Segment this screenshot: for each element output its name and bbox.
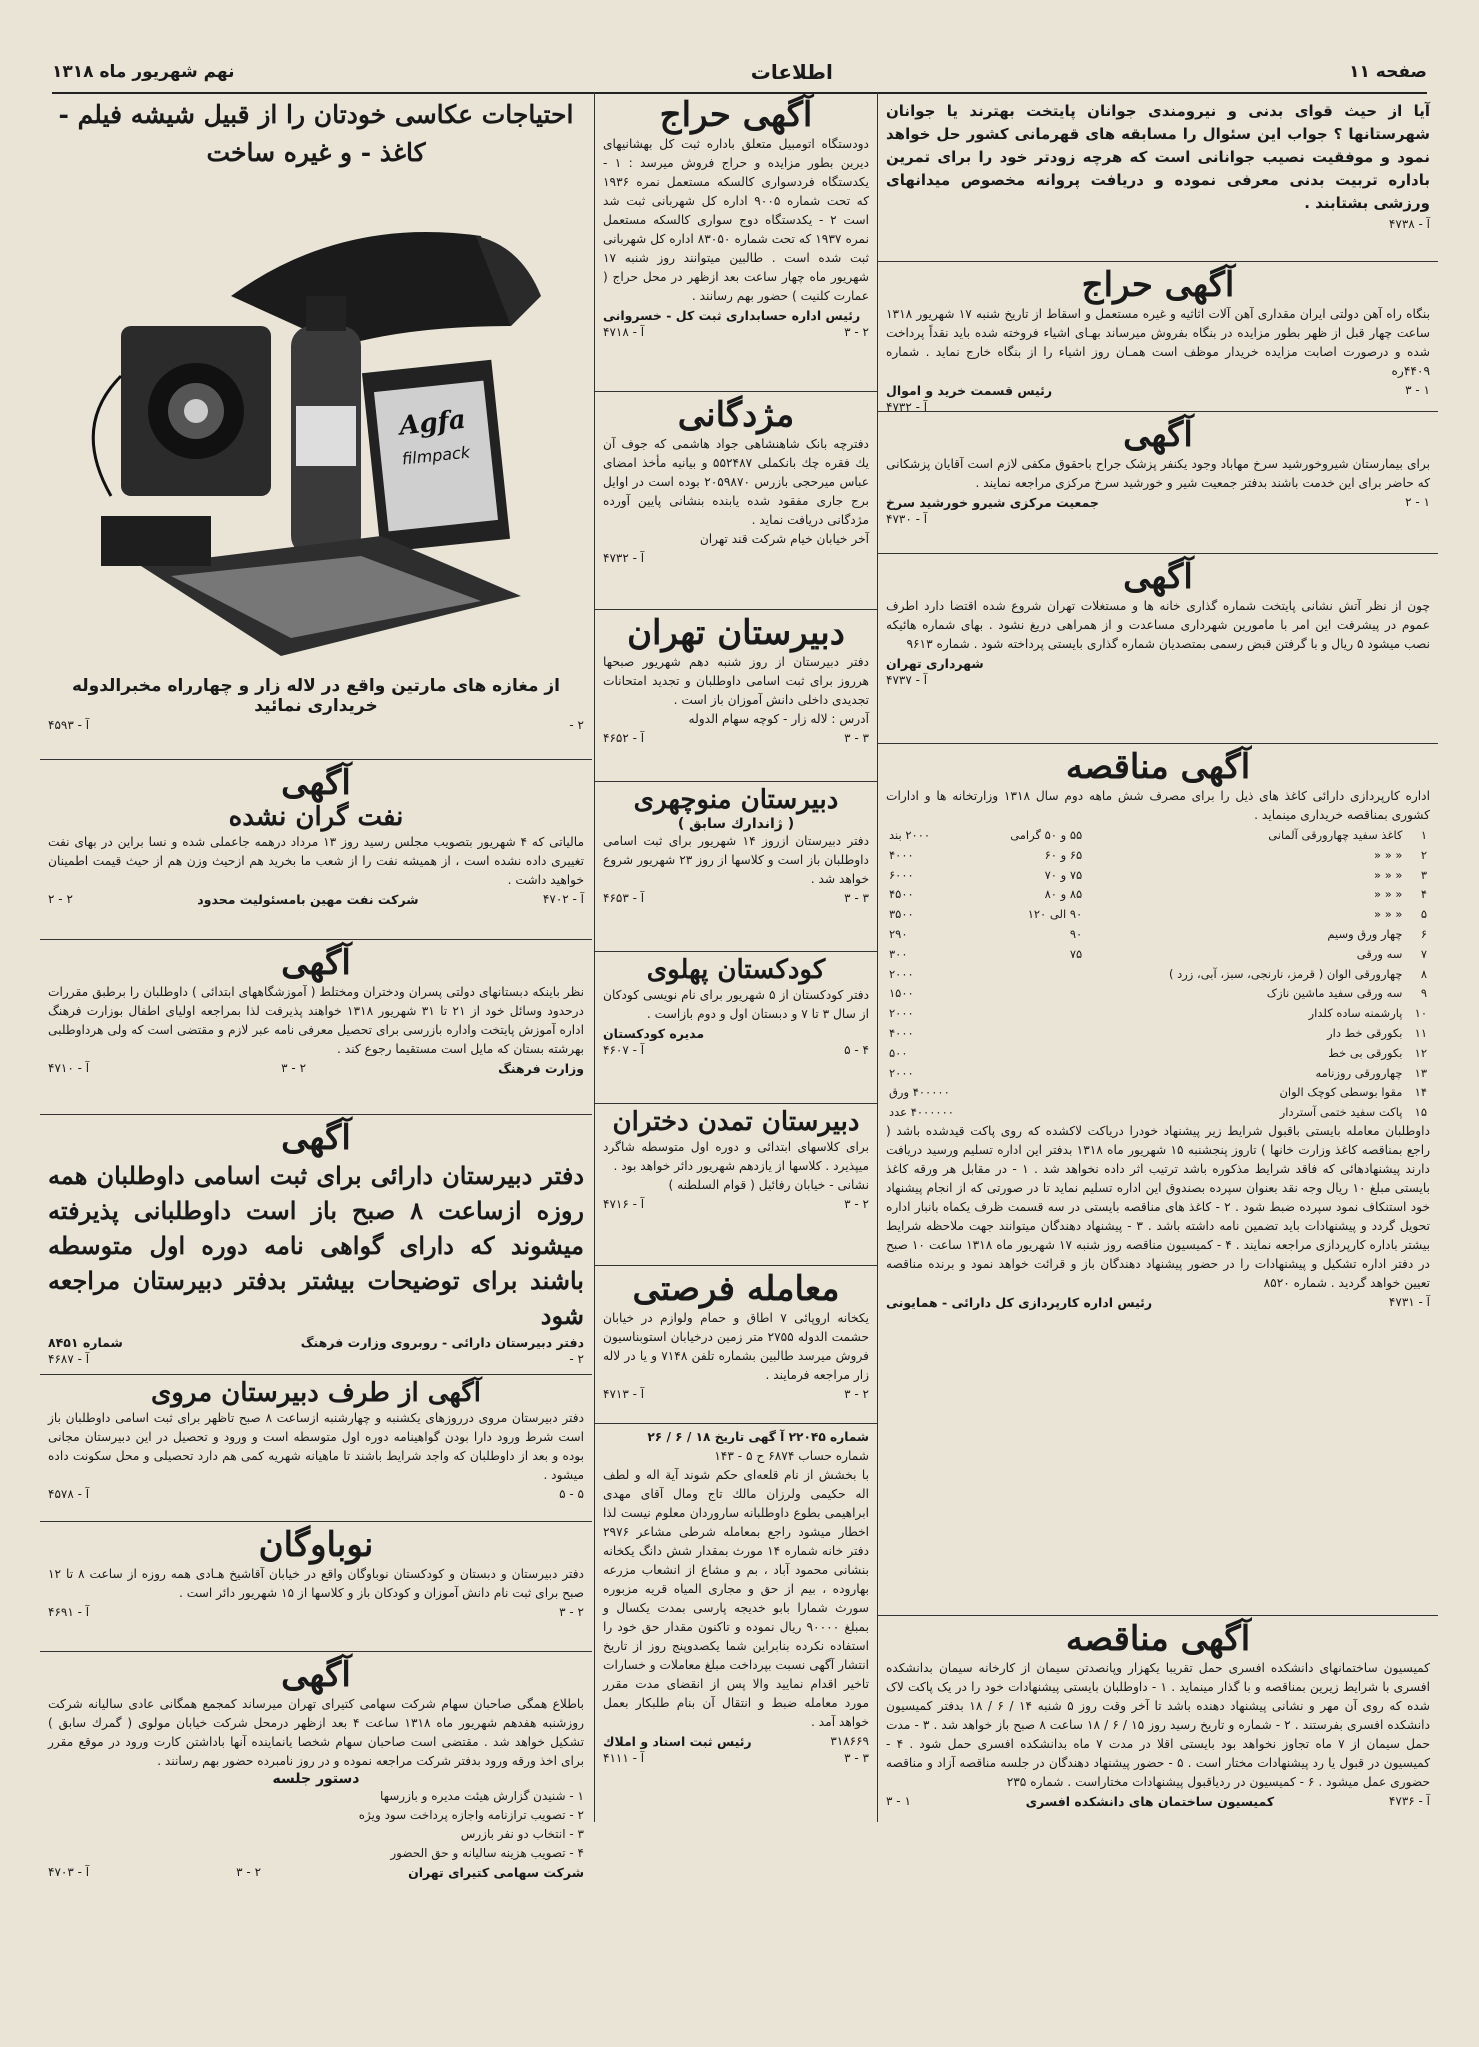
registry-notice [595, 1424, 877, 1822]
table-cell-qty: ۶۰۰۰ [889, 867, 914, 882]
table-cell-spec [981, 1003, 1085, 1023]
ad-title: آگهی [281, 943, 351, 983]
table-cell-no: ۴ [1420, 887, 1427, 902]
table-cell-no: ۱۴ [1414, 1085, 1427, 1100]
manuchehri-school-ad [595, 782, 877, 952]
ad-code: آ - ۴۶۰۷ [603, 1042, 645, 1057]
table-cell-name: بکورقی خط دار [1327, 1025, 1403, 1040]
ad-code: آ - ۴۷۳۸ [1388, 217, 1430, 231]
issue-date: نهم شهریور ماه ۱۳۱۸ [52, 62, 235, 82]
ad-series: ۵ - ۵ [559, 1486, 584, 1501]
ad-signer: شهرداری تهران [886, 656, 984, 672]
ad-title: دبیرستان تهران [627, 613, 845, 653]
ad-subtitle: ( ژاندارك سابق ) [677, 815, 795, 832]
ad-text: برای بیمارستان شیروخورشید سرخ مهاباد وجود یکنفر پزشک جراح باحقوق مکفی لازم است آقایان پزشکانی که حاضر برای این خدمت باشند بدفتر جمعیت شیر و خورشید سرخ مرکزی مراجعه نمایند . [886, 457, 1430, 491]
table-cell-name: چهارورقی روزنامه [1315, 1065, 1403, 1080]
ad-text: نظر باینکه دبستانهای دولتی پسران ودختران ومختلط ( آموزشگاههای ابتدائی ) داوطلبان را برطبق مقررات درحدود وسائل خود از ۲۱ تا ۳۱ شهریور ۱۳۱۸ خواهند پذیرفت لذا بمراجعه اولیای اطفال بوزارت فرهنگ اداره آموزش پایتخت واداره بازرسی برای تحصیل معرفی نامه عبر لازم و مقتضی است که ولی هرداوطلبی بهرشته بستان که مایل است مستقیما رجوع کند . [48, 985, 584, 1057]
oil-price-ad [40, 760, 592, 940]
table-row [886, 1102, 1430, 1122]
table-cell-qty: ۲۰۰۰ [889, 1065, 914, 1080]
table-cell-qty: ۲۰۰۰ بند [889, 827, 931, 842]
table-cell-name: « « « [1374, 907, 1403, 922]
ad-text: دودستگاه اتومبیل متعلق باداره ثبت کل بهشانیهای دیرین بطور مزایده و حراج فروش میرسد : ۱ - یکدستگاه فردسواری کالسکه مستعمل نمره ۱۹۳۶ که تحت شماره ۹۰۰۵ اداره کل شهربانی ثبت شد است ۲ - یکدستگاه دوج سواری کالسکه مستعمل نمره ۱۹۳۷ که تحت شماره ۸۳۰۵۰ اداره کل شهربانی ثبت شده است . طالبین میتوانند روز شنبه ۱۷ شهریور ماه چهار ساعت بعد ازظهر در محل حراج ( عمارت کلنیت ) حضور بهم رسانند . [603, 137, 869, 304]
ad-signer: وزارت فرهنگ [498, 1061, 584, 1077]
marvi-school-ad [40, 1375, 592, 1522]
ad-code: آ - ۴۶۵۲ [603, 731, 645, 746]
newspaper-name: اطلاعات [750, 60, 833, 84]
ad-text: دفتر دبیرستان و دبستان و کودکستان نوباوگان واقع در خیابان آقاشیخ هـادی همه روزه از ساعت ۸ تا ۱۲ صبح برای ثبت نام دانش آموزان و کودکان باز و کلاسها از ۱۵ شهریور دائر است . [48, 1567, 584, 1601]
ad-code: آ - ۴۷۰۳ [48, 1865, 90, 1880]
table-cell-qty: ۱۵۰۰ [889, 986, 914, 1001]
table-row [886, 845, 1430, 865]
table-row [886, 825, 1430, 845]
ad-title: آگهی مناقصه [1065, 747, 1251, 787]
table-cell-spec [981, 1063, 1085, 1083]
ad-text: دفتر دبیرستان مروی درروزهای یکشنبه و چهارشنبه ازساعت ۸ صبح تاظهر برای ثبت اسامی داوطلبان باز است شرط ورود دارا بودن گواهینامه دوره اول متوسطه است و ورود و تحصیل در این دبیرستان مجانی بوده و بعد از داوطلبان که واجد شرایط باشند تا ماهیانه شهریه کمی هم دارد تحصیلی و محل سکونت داده میشود . [48, 1410, 584, 1482]
ad-title: دبیرستان تمدن دختران [612, 1107, 860, 1137]
ad-text: باطلاع همگی صاحبان سهام شرکت سهامی کتیرای تهران میرساند کمجمع همگانی عادی سالیانه شرکت روزشنبه هفدهم شهریور ماه ۱۳۱۸ ساعت ۴ بعد ازظهر درمحل شرکت خیابان مولوی ( گمرك سابق ) تشکیل خواهد شد . مقتضی است صاحبان سهام شخصا یانماینده آنها باداشتن کارت ورود در موقع مقرر برای اخذ ورقه ورود بدفتر شرکت مراجعه نموده و در روز نامبرده حضور بهم رسانند . [48, 1697, 584, 1769]
ad-code: آ - ۴۷۳۷ [886, 673, 928, 688]
tehran-high-school-ad [595, 610, 877, 782]
ad-signer: رئیس اداره کارپردازی کل دارائی - همایونی [886, 1295, 1153, 1311]
ad-code: آ - ۴۷۳۲ [886, 400, 928, 412]
pahlavi-kindergarten-ad [595, 952, 877, 1104]
ad-text: چون از نظر آتش نشانی پایتخت شماره گذاری خانه ها و مستغلات تهران شروع شده اقتضا دارد اطرف عموم در پیشرفت این امر با مامورین شهرداری مساعدت و از همراهی دریغ نشود . بهای شماره هائیکه نصب میشود ۵ ریال و با گرفتن قبض رسمی بمتصدیان شماره گذاری بایستی پرداخته شود . شماره ۹۶۱۳ [886, 599, 1430, 652]
table-cell-qty: ۵۰۰ [889, 1045, 908, 1060]
table-cell-name: چهار ورق وسیم [1327, 926, 1403, 941]
ad-series: ۳ - ۳ [844, 731, 869, 746]
table-row [886, 1023, 1430, 1043]
ad-text: از مغازه های مارتین واقع در لاله زار و چهارراه مخبرالدوله خریداری نمائید [71, 676, 561, 716]
ad-title: آگهی [281, 763, 351, 803]
house-sale-ad [595, 1266, 877, 1424]
ad-title: آگهی [281, 1118, 351, 1158]
ad-title: آگهی [1123, 415, 1193, 455]
table-row [886, 1063, 1430, 1083]
ad-code: آ - ۴۶۹۱ [48, 1605, 90, 1620]
page-header [52, 52, 1427, 94]
table-cell-qty: ۳۰۰ [889, 946, 908, 961]
ad-address: نشانی - خیابان رفائیل ( قوام السلطنه ) [668, 1177, 869, 1192]
registry-auction-ad [595, 92, 877, 392]
ad-series: ۱ - ۳ [1405, 383, 1430, 398]
table-cell-qty: ۲۹۰ [889, 926, 908, 941]
table-cell-name: کاغذ سفید چهارورقی آلمانی [1268, 827, 1403, 842]
reward-ad [595, 392, 877, 610]
notice-head-2: شماره حساب ۶۸۷۴ ح ۵ - ۱۴۳ [714, 1449, 869, 1463]
brand-sub-label: filmpack [400, 442, 471, 469]
ad-title: آگهی [281, 1655, 351, 1695]
table-cell-name: سه ورقی سفید ماشین نازک [1266, 986, 1403, 1001]
agenda-item: ۲ - تصویب ترازنامه واجازه پرداخت سود ویژه [358, 1808, 584, 1823]
table-cell-qty: ۴۰۰۰۰۰ ورق [889, 1085, 950, 1100]
table-cell-qty: ۲۰۰۰ [889, 966, 914, 981]
ad-series: ۱ - ۳ [886, 1794, 911, 1809]
ad-series: ۴ - ۵ [844, 1042, 869, 1057]
ad-title: نوباوگان [258, 1525, 374, 1565]
table-cell-no: ۱۱ [1414, 1025, 1427, 1040]
agenda-list [48, 1787, 584, 1863]
ad-text: یکخانه اروپائی ۷ اطاق و حمام ولوازم در خیابان حشمت الدوله ۲۷۵۵ متر زمین درخیابان استوبناسیون فروش میرسد طالبین بشماره تلفن ۷۱۴۸ و یا در لاله زار مراجعه فرمایند . [603, 1311, 869, 1383]
table-cell-spec [981, 1102, 1085, 1122]
ad-series: ۲ - ۳ [844, 325, 869, 340]
table-cell-no: ۱ [1420, 827, 1427, 842]
ad-series: ۲ - ۲ [48, 891, 73, 906]
ad-code: آ - ۴۶۵۳ [603, 890, 645, 905]
ad-code: آ - ۴۷۱۸ [603, 325, 645, 340]
table-cell-qty: ۴۰۰۰۰۰۰ عدد [889, 1105, 954, 1120]
ad-code: آ - ۴۷۳۶ [1388, 1794, 1430, 1809]
table-cell-name: بکورقی بی خط [1328, 1045, 1403, 1060]
table-cell-qty: ۴۰۰۰ [889, 1025, 914, 1040]
tamaddon-school-ad [595, 1104, 877, 1266]
ad-series: ۳ - ۳ [844, 890, 869, 905]
brand-label: Agfa [397, 404, 468, 442]
table-cell-qty: ۲۰۰۰ [889, 1006, 914, 1021]
left-column [40, 92, 592, 1992]
cement-tender-ad [878, 1616, 1438, 2036]
railway-auction-ad [878, 262, 1438, 412]
notice-number: ۳۱۸۶۶۹ [830, 1734, 869, 1748]
ad-series: ۱ - ۲ [1405, 495, 1430, 510]
ad-text: دفتر دبیرستان از روز شنبه دهم شهریور صبحها هرروز برای ثبت اسامی داوطلبان و تجدید امتحانات تجدیدی داخلی دانش آموزان باز است . [603, 655, 869, 708]
ad-series: ۲ - ۳ [236, 1865, 262, 1880]
table-cell-no: ۹ [1420, 986, 1427, 1001]
ad-title: مژدگانی [677, 395, 795, 435]
ad-series: ۲ - ۳ [844, 1387, 869, 1402]
table-cell-name: « « « [1374, 847, 1403, 862]
ad-series: ۲ - ۳ [281, 1061, 307, 1076]
table-cell-spec: ۷۵ [1069, 946, 1083, 961]
ad-text: بنگاه راه آهن دولتی ایران مقداری آهن آلات اثاثیه و غیره مستعمل و اسقاط از تاریخ شنبه ۱۷ شهریور ۱۳۱۸ ساعت چهار قبل از ظهر بطور مزایده در بنگاه بفروش میرساند بهـای اشیاء فروخته شده باید نقداً پرداخت شده و درصورت اصابت مزایده خریدار موظف است همـان روز اشیاء را از بنگاه خارج نماید . شماره ۴۴۰۹ره [886, 307, 1430, 379]
table-cell-no: ۸ [1420, 966, 1427, 981]
ad-title: آگهی از طرف دبیرستان مروی [150, 1378, 482, 1408]
ad-signer: شرکت نفت مهین بامسئولیت محدود [197, 891, 419, 907]
notice-text: آیا از حیث قوای بدنی و نیرومندی جوانان پایتخت بهترند یا جوانان شهرستانها ؟ جواب این سئوال را مسابقه های قهرمانی کشور حل خواهد نمود و موفقیت نصیب جوانانی است که هرچه زودتر خود را برای تمرین باداره تربیت بدنی معرفی نموده و دریافت پروانه مخصوص میدانهای ورزشی بشتابند . [886, 102, 1430, 212]
table-row [886, 884, 1430, 904]
ministry-culture-ad [40, 940, 592, 1115]
ad-code: آ - ۴۷۱۰ [48, 1061, 90, 1076]
ad-title: معامله فرصتی [632, 1269, 840, 1309]
table-row [886, 944, 1430, 964]
agenda-item: ۱ - شنیدن گزارش هیئت مدیره و بازرسها [380, 1789, 584, 1804]
table-cell-spec: ۹۰ الی ۱۲۰ [1027, 907, 1083, 922]
ad-code: آ - ۴۷۳۱ [1388, 1295, 1430, 1310]
table-cell-name: مقوا بوسطی کوچک الوان [1279, 1085, 1403, 1100]
table-cell-no: ۶ [1420, 926, 1427, 941]
camera-hand-illustration [81, 176, 551, 676]
ad-series: ۲ - ۳ [559, 1605, 584, 1620]
ad-address: آدرس : لاله زار - کوچه سهام الدوله [688, 712, 869, 727]
table-cell-spec: ۵۵ و ۵۰ گرامی [1010, 827, 1083, 842]
paper-items-table [886, 825, 1430, 1122]
page-number: صفحه ۱۱ [1349, 62, 1427, 82]
table-cell-name: پاکت سفید ختمی آستردار [1279, 1105, 1403, 1120]
ad-title: آگهی حراج [1081, 265, 1235, 305]
ad-code: آ - ۴۷۱۶ [603, 1196, 645, 1211]
ad-series: ۳ - ۳ [844, 1751, 869, 1765]
table-cell-no: ۲ [1420, 847, 1427, 862]
paper-tender-ad [878, 744, 1438, 1616]
middle-column [594, 92, 878, 1822]
ad-code: آ - ۴۶۸۷ [48, 1352, 90, 1367]
ad-signer: رئیس اداره حسابداری ثبت کل - خسروانی [603, 308, 861, 324]
notice-head: شماره ۲۲۰۴۵ آ گهی تاریخ ۱۸ / ۶ / ۲۶ [647, 1430, 869, 1444]
ad-text: دفتر دبیرستان ازروز ۱۴ شهریور برای ثبت اسامی داوطلبان باز است و کلاسها از روز ۲۳ شهریور شروع خواهد شد . [603, 833, 870, 886]
ad-text: دفتر دبیرستان دارائی برای ثبت اسامی داوطلبان همه روزه ازساعت ۸ صبح باز است داوطلبانی پذیرفته میشوند که دارای گواهی نامه دوره اول متوسطه باشند برای توضیحات بیشتر بدفتر دبیرستان مراجعه شود [48, 1161, 584, 1331]
table-cell-name: « « « [1374, 887, 1403, 902]
table-cell-spec [981, 1043, 1085, 1063]
ad-code: آ - ۴۵۹۳ [48, 718, 90, 732]
youth-sports-notice [878, 92, 1438, 262]
photo-supplies-ad [40, 92, 592, 760]
ad-number: شماره ۸۴۵۱ [48, 1335, 123, 1351]
table-row [886, 983, 1430, 1003]
table-cell-no: ۳ [1420, 867, 1427, 882]
table-cell-no: ۱۰ [1414, 1006, 1427, 1021]
ad-signer: کمیسیون ساختمان های دانشکده افسری [1025, 1794, 1275, 1810]
table-cell-name: پارشمنه ساده کلدار [1308, 1006, 1403, 1021]
table-cell-no: ۱۳ [1414, 1065, 1427, 1080]
table-row [886, 924, 1430, 944]
table-cell-spec [981, 983, 1085, 1003]
table-cell-name: سه ورقی [1356, 946, 1403, 961]
notice-text: با بخشش از نام قلعه‌ای حکم شوند آیة اله و لطف اله حکیمی ولرزان مالك تاج ومال آقای مهدی ابراهیمی بطوع داوطلبانه ساروردان معلوم نیست لذا اخطار میشود راجع بمعامله شرطی مشاعر ۲۹۷۶ دفتر خانه شماره ۱۴ مورث بمقدار شش دانگ یکخانه بنشانی محمود آباد ، بم و مشاع از انشعاب مزرعه بهاروده ، بیم از حق و مجاری المیاه قریه مزبوره سورث شمارا بابو خدیجه پارسی بمدت یکسال و بمبلغ ۹۰۰۰۰ ریال نموده و تاکنون مقدار حق خود را استفاده نکرده بنابراین شما یکصدوپنج روز از تاریخ انتشار آگهی نسبت بپرداخت مبلغ معاملات و خسارات تاخیر اقدام نمایید والا پس از انقضای مدت مقرر مورد معامله ضبط و انتقال آن بنام طلبکار بعمل خواهد آمد . [603, 1468, 869, 1729]
table-row [886, 1043, 1430, 1063]
ad-series: ۲ - [569, 1352, 584, 1367]
ad-signer: شرکت سهامی کتیرای تهران [408, 1865, 584, 1881]
table-cell-name: چهارورقی الوان ( قرمز، نارنجی، سبز، آبی، زرد ) [1168, 966, 1403, 981]
ad-series: ۲ - [569, 718, 584, 732]
ad-text: دفترچه بانک شاهنشاهی جواد هاشمی که جوف آن یك فقره چك بانکملی ۵۵۲۴۸۷ و بیانیه مأخذ امضای عباس میرحجی بازرس ۲۰۵۹۸۷۰ بوده است در اوایل برج جاری مفقود شده یابنده بنشانی پایین آورده مژدگانی دریافت نماید . [603, 437, 869, 528]
table-row [886, 964, 1430, 984]
finance-school-ad [40, 1115, 592, 1375]
ad-code: آ - ۴۵۷۸ [48, 1486, 90, 1501]
table-row [886, 1003, 1430, 1023]
ad-title: احتیاجات عکاسی خودتان را از قبیل شیشه فیلم - کاغذ - و غیره ساخت [58, 100, 574, 167]
ad-intro: اداره کارپردازی دارائی کاغذ های ذیل را برای مصرف شش ماهه دوم سال ۱۳۱۸ وزارتخانه ها و ادارات کشوری بمناقصه خریداری مینماید . [886, 789, 1430, 823]
ad-text: کمیسیون ساختمانهای دانشکده افسری حمل تقریبا یکهزار وپانصدتن سیمان از کارخانه سیمان بدانشکده افسری با شرایط زیرین بمناقصه و با گذار مینماید . ۱ - داوطلبان بایستی پیشنهادات خود را در یک پاکت لاک شده که روی آن مهر و نشانی پیشنهاد دهنده باشد تا آخر وقت روز ۵ شنبه ۱۴ / ۶ / ۱۸ بدفتر کمیسیون دانشکده افسری بفرستند . ۲ - شماره و تاریخ رسید روز ۱۵ / ۶ / ۱۸ ساعت ۸ صبح باز خواهد شد . ۳ - مدت حمل سیمان از ۷ ماه تجاوز نخواهد بود بایستی اقلا در مدت ۷ ماه بدانشکده افسری حمل شود . ۴ - کمیسیون در قبول یا رد پیشنهادات مختار است . ۵ - حضور پیشنهاد دهندگان در جلسه مناقصه آزاد و مناقصه حضوری عمل میشود . ۶ - کمیسیون در ردیاقبول پیشنهادات مختاراست . شماره ۲۳۵ [886, 1661, 1430, 1790]
table-row [886, 904, 1430, 924]
ad-text: دفتر کودکستان از ۵ شهریور برای نام نویسی کودکان از سال ۳ تا ۷ و دبستان اول و دوم بازاست . [603, 987, 870, 1021]
ad-text: داوطلبان معامله بایستی باقبول شرایط زیر پیشنهاد خودرا دریاکت لاکشده که روی پاکت قیدشده باشد ( راجع بمناقصه کاغذ وزارت خانها ) تاروز پنجشنبه ۱۵ شهریور ماه ۱۳۱۸ بدفتر این اداره تسلیم ورسید دریافت دارند پیشنهادهائی که فاقد شرایط مذکوره باشد ترتیب اثر داده نخواهد شد . ۱ - در مقابل هر ورقه کاغذ بایستی مبلغ ۱۰ ریال وجه نقد بعنوان سپرده بصندوق این اداره تسلیم نماید تا در صورتی که از انجام پیشنهاد خود استنکاف نمود سپرده ضبط شود . ۲ - کاغذ های مناقصه بایستی در سه قسمت ظرف یکماه بانبار اداره تحویل گردد و پیشنهادات باید تضمین نامه داشته باشد . ۳ - پیشنهاد دهندگان میتوانند جهت ملاحظه شرایط بیشتر باداره کارپردازی مراجعه نمایند . ۴ - کمیسیون مناقصه روز شنبه ۱۷ شهریور ماه ۱۳۱۸ ساعت ۱۰ صبح در دفتر اداره تشکیل و پیشنهادات را در حضور پیشنهاد دهندگان باز و قرائت خواهد نمود و برنده مناقصه تعیین خواهد گردید . شماره ۸۵۲۰ [886, 1124, 1430, 1291]
ad-code: آ - ۴۷۰۲ [542, 891, 584, 906]
ad-title: کودکستان پهلوی [646, 955, 826, 985]
ad-series: ۲ - ۳ [844, 1196, 869, 1211]
table-row [886, 865, 1430, 885]
table-cell-no: ۵ [1420, 907, 1427, 922]
table-cell-spec: ۷۵ و ۷۰ [1044, 867, 1083, 882]
red-lion-sun-ad [878, 412, 1438, 554]
ad-title: آگهی حراج [659, 95, 813, 135]
ad-title: آگهی مناقصه [1065, 1619, 1251, 1659]
nobavegan-school-ad [40, 1522, 592, 1652]
katira-shareholders-ad [40, 1652, 592, 1992]
table-cell-qty: ۳۵۰۰ [889, 907, 914, 922]
table-cell-spec [981, 1082, 1085, 1102]
ad-title: آگهی [1123, 557, 1193, 597]
municipality-ad [878, 554, 1438, 744]
ad-signer: جمعیت مرکزی شیرو خورشید سرخ [886, 495, 1099, 511]
agenda-title: دستور جلسه [272, 1771, 360, 1788]
ad-code: آ - ۴۷۱۳ [603, 1387, 645, 1402]
right-column [878, 92, 1438, 2036]
table-row [886, 1082, 1430, 1102]
table-cell-no: ۱۵ [1414, 1105, 1427, 1120]
ad-code: آ - ۴۱۱۱ [603, 1751, 645, 1765]
ad-address: دفتر دبیرستان دارائی - روبروی وزارت فرهنگ [300, 1335, 584, 1351]
ad-code: آ - ۴۷۳۰ [886, 512, 928, 527]
table-cell-no: ۱۲ [1414, 1045, 1427, 1060]
table-cell-spec: ۹۰ [1069, 926, 1083, 941]
agenda-item: ۳ - انتخاب دو نفر بازرس [460, 1827, 584, 1842]
ad-address: آخر خیابان خیام شرکت قند تهران [699, 532, 869, 547]
ad-text: برای کلاسهای ابتدائی و دوره اول متوسطه شاگرد میپذیرد . کلاسها از یازدهم شهریور دائر خواهد بود . [603, 1139, 869, 1173]
ad-code: آ - ۴۷۳۲ [603, 551, 645, 566]
table-cell-spec [981, 1023, 1085, 1043]
ad-text: مالیاتی که ۴ شهریور بتصویب مجلس رسید روز ۱۳ مرداد درهمه جاعملی شده و نسا براین در بهای نفت تغییری داده نشده است ، از همیشه نفت را از شعب ما بخرید هم ازحیث وزن هم از حیث قیمت اطمینان خواهید داشت . [48, 834, 584, 887]
notice-signer: رئیس ثبت اسناد و املاك [603, 1734, 752, 1749]
table-cell-qty: ۴۰۰۰ [889, 847, 914, 862]
table-cell-spec: ۶۵ و ۶۰ [1044, 847, 1083, 862]
table-cell-spec [981, 964, 1085, 984]
table-cell-spec: ۸۵ و ۸۰ [1044, 887, 1083, 902]
ad-subtitle: نفت گران نشده [228, 802, 404, 833]
ad-title: دبیرستان منوچهری [633, 785, 839, 815]
ad-signer: مدیره کودکستان [603, 1025, 705, 1041]
agenda-item: ۴ - تصویب هزینه سالیانه و حق الحضور [390, 1846, 584, 1861]
table-cell-name: « « « [1374, 867, 1403, 882]
table-cell-qty: ۴۵۰۰ [889, 887, 914, 902]
ad-signer: رئیس قسمت خرید و اموال [886, 383, 1053, 399]
table-cell-no: ۷ [1420, 946, 1427, 961]
